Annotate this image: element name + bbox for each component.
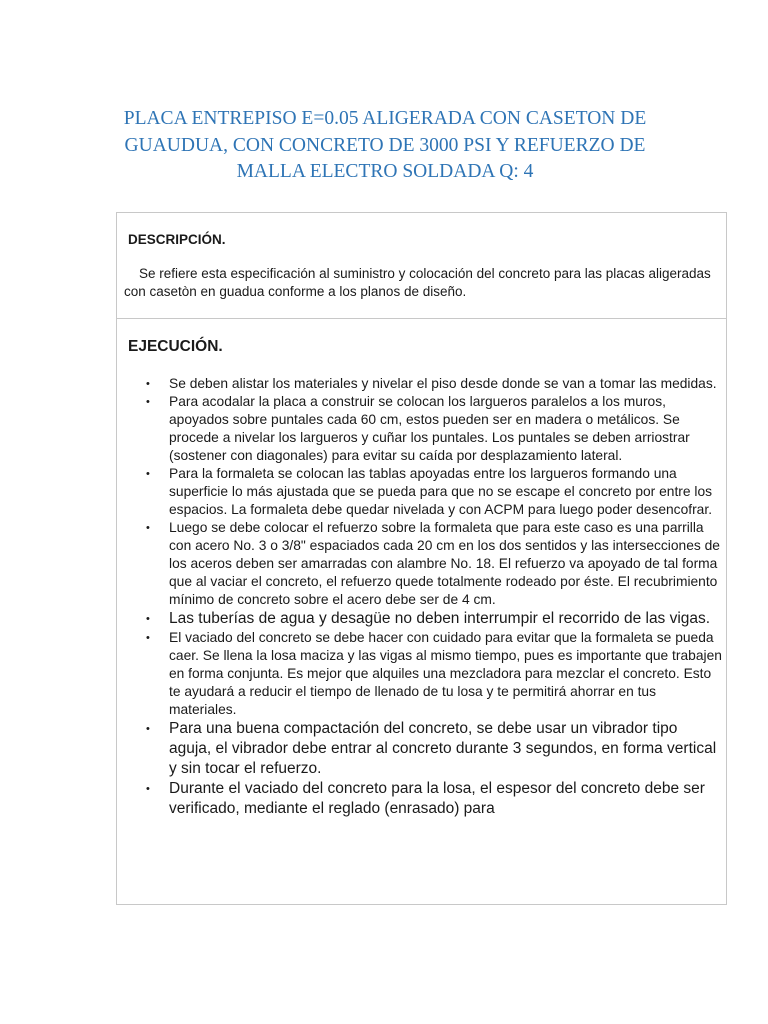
bullet-icon: •	[146, 468, 150, 480]
list-item-text: Durante el vaciado del concreto para la losa, el espesor del concreto debe ser verificado, mediante el reglado (enrasado) para	[169, 780, 705, 817]
list-item-text: Se deben alistar los materiales y nivelar el piso desde donde se van a tomar las medidas.	[169, 376, 717, 391]
description-heading: DESCRIPCIÓN.	[128, 232, 226, 247]
bullet-icon: •	[146, 783, 150, 795]
list-item	[117, 609, 726, 629]
bullet-icon: •	[146, 723, 150, 735]
list-item	[117, 629, 726, 719]
list-item-text: Luego se debe colocar el refuerzo sobre la formaleta que para este caso es una parrilla con acero No. 3 o 3/8" espaciados cada 20 cm en los dos sentidos y las intersecciones de los aceros deben ser amarradas con alambre No. 18. El refuerzo va apoyado de tal forma que al vaciar el concreto, el refuerzo quede totalmente rodeado por éste. El recubrimiento mínimo de concreto sobre el acero debe ser de 4 cm.	[169, 520, 720, 607]
bullet-icon: •	[146, 522, 150, 534]
list-item	[117, 393, 726, 465]
list-item	[117, 465, 726, 519]
list-item-text: Para una buena compactación del concreto, se debe usar un vibrador tipo aguja, el vibrador debe entrar al concreto durante 3 segundos, en forma vertical y sin tocar el refuerzo.	[169, 720, 717, 777]
bullet-icon: •	[146, 613, 150, 625]
list-item	[117, 779, 726, 819]
list-item	[117, 519, 726, 609]
description-text: Se refiere esta especificación al suministro y colocación del concreto para las placas aligeradas con casetòn en guadua conforme a los planos de diseño.	[124, 266, 711, 299]
specification-table	[116, 212, 727, 905]
list-item	[117, 375, 726, 393]
list-item-text: Las tuberías de agua y desagüe no deben interrumpir el recorrido de las vigas.	[169, 610, 711, 627]
bullet-icon: •	[146, 396, 150, 408]
list-item-text: Para acodalar la placa a construir se colocan los largueros paralelos a los muros, apoyados sobre puntales cada 60 cm, estos pueden ser en madera o metálicos. Se procede a nivelar los largueros y cuñar los puntales. Los puntales se deben arriostrar (sostener con diagonales) para evitar su caída por desplazamiento lateral.	[169, 394, 690, 463]
bullet-icon: •	[146, 378, 150, 390]
execution-heading: EJECUCIÓN.	[128, 338, 223, 355]
bullet-icon: •	[146, 632, 150, 644]
list-item	[117, 719, 726, 779]
execution-section	[117, 319, 726, 905]
description-section	[117, 213, 726, 319]
list-item-text: El vaciado del concreto se debe hacer con cuidado para evitar que la formaleta se pueda caer. Se llena la losa maciza y las vigas al mismo tiempo, pues es importante que trabajen en forma conjunta. Es mejor que alquiles una mezcladora para mezclar el concreto. Esto te ayudará a reducir el tiempo de llenado de tu losa y te permitirá ahorrar en tus materiales.	[169, 630, 722, 717]
list-item-text: Para la formaleta se colocan las tablas apoyadas entre los largueros formando una superficie lo más ajustada que se pueda para que no se escape el concreto por entre los espacios. La formaleta debe quedar nivelada y con ACPM para luego poder desencofrar.	[169, 466, 713, 517]
execution-list	[117, 375, 726, 819]
document-title: PLACA ENTREPISO E=0.05 ALIGERADA CON CASETON DE GUAUDUA, CON CONCRETO DE 3000 PSI Y REFUERZO DE MALLA ELECTRO SOLDADA Q: 4	[123, 108, 647, 182]
